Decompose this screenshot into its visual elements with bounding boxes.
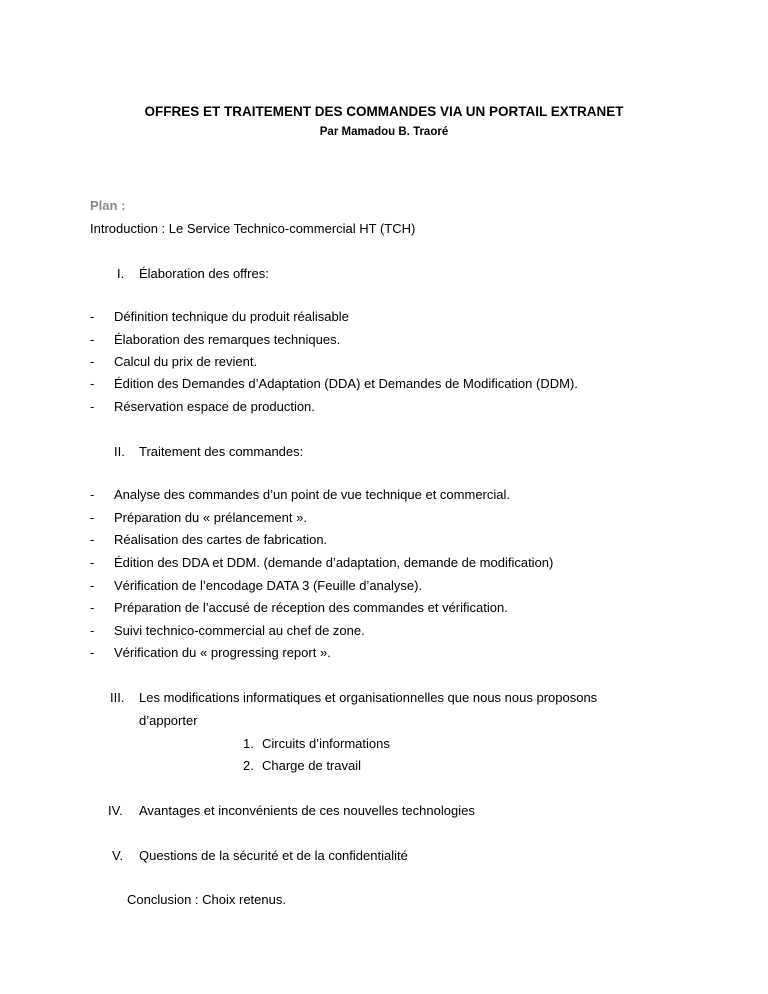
bullet-dash: -: [90, 332, 95, 347]
list-item: Analyse des commandes d’un point de vue technique et commercial.: [114, 487, 510, 502]
bullet-dash: -: [90, 376, 95, 391]
bullet-dash: -: [90, 578, 95, 593]
section-title: Traitement des commandes:: [139, 444, 304, 459]
section-number: IV.: [108, 803, 123, 818]
list-item: Vérification du « progressing report ».: [114, 645, 331, 660]
list-item: Préparation du « prélancement ».: [114, 510, 307, 525]
list-item: Suivi technico-commercial au chef de zone.: [114, 623, 365, 638]
introduction-line: Introduction : Le Service Technico-commercial HT (TCH): [90, 221, 416, 236]
bullet-dash: -: [90, 354, 95, 369]
subitem-text: Circuits d’informations: [262, 736, 390, 751]
list-item: Réalisation des cartes de fabrication.: [114, 532, 328, 547]
bullet-dash: -: [90, 399, 95, 414]
plan-label: Plan :: [90, 198, 126, 213]
bullet-dash: -: [90, 645, 95, 660]
bullet-dash: -: [90, 600, 95, 615]
subitem-number: 1.: [243, 736, 254, 751]
bullet-dash: -: [90, 510, 95, 525]
section-number: V.: [112, 848, 124, 863]
list-item: Réservation espace de production.: [114, 399, 315, 414]
section-title: Les modifications informatiques et organisationnelles que nous nous proposons: [139, 690, 598, 705]
section-title: Questions de la sécurité et de la confidentialité: [139, 848, 408, 863]
list-item: Préparation de l’accusé de réception des commandes et vérification.: [114, 600, 508, 615]
section-number: III.: [110, 690, 125, 705]
section-title: Avantages et inconvénients de ces nouvelles technologies: [139, 803, 475, 818]
list-item: Calcul du prix de revient.: [114, 354, 258, 369]
list-item: Définition technique du produit réalisable: [114, 309, 349, 324]
bullet-dash: -: [90, 487, 95, 502]
section-title: Élaboration des offres:: [139, 266, 269, 281]
list-item: Édition des Demandes d’Adaptation (DDA) et Demandes de Modification (DDM).: [114, 376, 578, 391]
conclusion-line: Conclusion : Choix retenus.: [127, 892, 286, 907]
section-number: I.: [117, 266, 125, 281]
bullet-dash: -: [90, 623, 95, 638]
document-author: Par Mamadou B. Traoré: [319, 126, 449, 138]
list-item: Élaboration des remarques techniques.: [114, 332, 341, 347]
subitem-text: Charge de travail: [262, 758, 361, 773]
document-title: OFFRES ET TRAITEMENT DES COMMANDES VIA UN PORTAIL EXTRANET: [144, 104, 624, 119]
subitem-number: 2.: [243, 758, 254, 773]
section-number: II.: [114, 444, 125, 459]
bullet-dash: -: [90, 532, 95, 547]
list-item: Édition des DDA et DDM. (demande d’adaptation, demande de modification): [114, 555, 554, 570]
list-item: Vérification de l’encodage DATA 3 (Feuille d’analyse).: [114, 578, 423, 593]
bullet-dash: -: [90, 309, 95, 324]
bullet-dash: -: [90, 555, 95, 570]
section-title-continued: d’apporter: [139, 713, 198, 728]
